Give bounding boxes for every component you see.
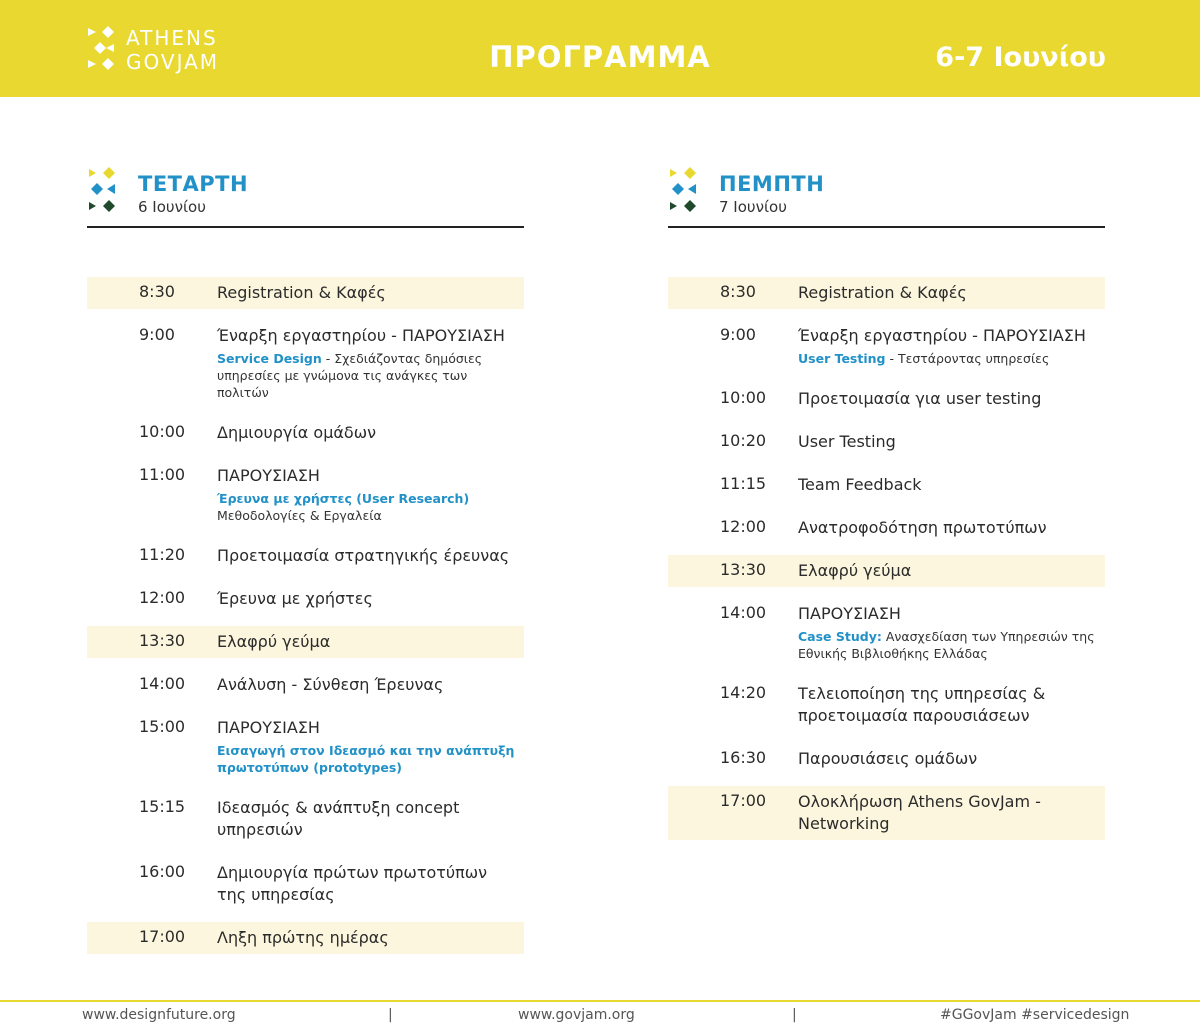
schedule-row: [668, 598, 1105, 667]
schedule-topic-detail: Μεθοδολογίες & Εργαλεία: [217, 508, 382, 523]
schedule-time: 15:00: [139, 717, 186, 736]
schedule-activity: Registration & Καφές: [217, 283, 386, 302]
schedule-row: [668, 678, 1105, 732]
schedule-activity: User Testing: [798, 432, 896, 451]
schedule-time: 10:20: [720, 431, 767, 450]
schedule-activity: Ελαφρύ γεύμα: [798, 561, 912, 580]
schedule-body: [798, 517, 1098, 539]
schedule-body: [798, 560, 1098, 582]
schedule-row: [668, 277, 1105, 309]
schedule-activity: Ιδεασμός & ανάπτυξη concept υπηρεσιών: [217, 798, 460, 839]
schedule-row: [87, 669, 524, 701]
footer-separator: |: [792, 1007, 797, 1023]
schedule-activity: Προετοιμασία για user testing: [798, 389, 1042, 408]
logo-line-1: ATHENS: [126, 26, 218, 50]
schedule-body: [217, 588, 517, 610]
footer: [0, 1005, 1200, 1027]
schedule-topic-detail: Ανασχεδίαση των Υπηρεσιών της Εθνικής Βιβλιοθήκης Ελλάδας: [798, 629, 1095, 661]
schedule-body: [217, 422, 517, 444]
schedule-activity: Ελαφρύ γεύμα: [217, 632, 331, 651]
day-name: ΠΕΜΠΤΗ: [719, 172, 825, 196]
day-header: [87, 160, 524, 228]
day-header: [668, 160, 1105, 228]
schedule-activity: Έναρξη εργαστηρίου - ΠΑΡΟΥΣΙΑΣΗ: [217, 326, 505, 345]
schedule-time: 11:20: [139, 545, 186, 564]
footer-divider: [0, 1000, 1200, 1002]
schedule-body: [798, 282, 1098, 304]
schedule-body: [217, 717, 517, 776]
footer-link-govjam[interactable]: www.govjam.org: [518, 1007, 635, 1023]
schedule-body: [217, 282, 517, 304]
schedule-activity: Ανάλυση - Σύνθεση Έρευνας: [217, 675, 444, 694]
schedule-body: [217, 927, 517, 949]
schedule-activity: ΠΑΡΟΥΣΙΑΣΗ: [217, 466, 320, 485]
schedule-topic-detail: - Τεστάροντας υπηρεσίες: [885, 351, 1050, 366]
schedule-body: [217, 862, 517, 906]
schedule-row: [668, 743, 1105, 775]
day-diamond-marks: [87, 167, 119, 215]
schedule-row: [87, 792, 524, 846]
schedule-activity: ΠΑΡΟΥΣΙΑΣΗ: [798, 604, 901, 623]
schedule-activity: Προετοιμασία στρατηγικής έρευνας: [217, 546, 510, 565]
schedule-time: 16:30: [720, 748, 767, 767]
schedule-activity: Δημιουργία ομάδων: [217, 423, 377, 442]
schedule-body: [798, 603, 1098, 662]
schedule-body: [798, 431, 1098, 453]
schedule-activity: Registration & Καφές: [798, 283, 967, 302]
schedule-subtitle: [798, 350, 1098, 367]
schedule-row: [87, 712, 524, 781]
schedule-body: [798, 748, 1098, 770]
schedule-activity: Παρουσιάσεις ομάδων: [798, 749, 978, 768]
schedule-row: [87, 922, 524, 954]
schedule-time: 8:30: [720, 282, 756, 301]
schedule-subtitle: [798, 628, 1098, 662]
schedule-time: 15:15: [139, 797, 186, 816]
schedule-row: [668, 786, 1105, 840]
schedule-time: 8:30: [139, 282, 175, 301]
schedule-time: 14:20: [720, 683, 767, 702]
schedule-body: [217, 797, 517, 841]
schedule-body: [798, 388, 1098, 410]
event-dates: 6-7 Ιουνίου: [935, 42, 1106, 73]
schedule-activity: Ανατροφοδότηση πρωτοτύπων: [798, 518, 1047, 537]
page-title: ΠΡΟΓΡΑΜΜΑ: [489, 40, 711, 74]
footer-hashtags: #GGovJam #servicedesign: [940, 1007, 1130, 1023]
logo-line-2: GOVJAM: [126, 50, 220, 74]
header-bar: [0, 0, 1200, 97]
schedule-list: [87, 277, 524, 954]
schedule-time: 14:00: [720, 603, 767, 622]
schedule-row: [87, 626, 524, 658]
day-diamond-marks: [668, 167, 700, 215]
schedule-row: [668, 512, 1105, 544]
schedule-topic: Έρευνα με χρήστες (User Research): [217, 491, 470, 506]
schedule-time: 9:00: [139, 325, 175, 344]
schedule-row: [668, 426, 1105, 458]
schedule-time: 11:00: [139, 465, 186, 484]
schedule-time: 9:00: [720, 325, 756, 344]
day-date: 6 Ιουνίου: [138, 198, 206, 216]
schedule-row: [87, 460, 524, 529]
schedule-row: [87, 417, 524, 449]
schedule-topic: Case Study:: [798, 629, 882, 644]
day-column-wednesday: [87, 160, 524, 965]
schedule-topic: Εισαγωγή στον Ιδεασμό και την ανάπτυξη πρωτοτύπων (prototypes): [217, 743, 515, 775]
schedule-body: [217, 545, 517, 567]
schedule-activity: Τελειοποίηση της υπηρεσίας & προετοιμασία παρουσιάσεων: [798, 684, 1046, 725]
schedule-activity: Δημιουργία πρώτων πρωτοτύπων της υπηρεσίας: [217, 863, 488, 904]
day-name: ΤΕΤΑΡΤΗ: [138, 172, 249, 196]
schedule-activity: Team Feedback: [798, 475, 922, 494]
schedule-body: [217, 674, 517, 696]
schedule-body: [798, 683, 1098, 727]
schedule-activity: Έρευνα με χρήστες: [217, 589, 373, 608]
schedule-body: [798, 474, 1098, 496]
schedule-time: 14:00: [139, 674, 186, 693]
schedule-topic: Service Design: [217, 351, 322, 366]
schedule-time: 12:00: [139, 588, 186, 607]
day-column-thursday: [668, 160, 1105, 851]
schedule-row: [668, 469, 1105, 501]
schedule-activity: Ολοκλήρωση Athens GovJam - Networking: [798, 792, 1041, 833]
schedule-row: [87, 540, 524, 572]
schedule-time: 13:30: [139, 631, 186, 650]
schedule-row: [87, 277, 524, 309]
day-date: 7 Ιουνίου: [719, 198, 787, 216]
schedule-topic-detail: - Σχεδιάζοντας δημόσιες υπηρεσίες με γνώμονα τις ανάγκες των πολιτών: [217, 351, 483, 400]
schedule-activity: Ληξη πρώτης ημέρας: [217, 928, 389, 947]
schedule-row: [668, 555, 1105, 587]
schedule-body: [217, 325, 517, 401]
schedule-row: [87, 320, 524, 406]
schedule-body: [217, 465, 517, 524]
schedule-row: [87, 583, 524, 615]
schedule-time: 16:00: [139, 862, 186, 881]
schedule-subtitle: [217, 490, 517, 524]
schedule-row: [668, 383, 1105, 415]
schedule-list: [668, 277, 1105, 840]
footer-link-designfuture[interactable]: www.designfuture.org: [82, 1007, 236, 1023]
schedule-time: 17:00: [139, 927, 186, 946]
schedule-body: [798, 325, 1098, 367]
schedule-body: [798, 791, 1098, 835]
schedule-time: 17:00: [720, 791, 767, 810]
schedule-row: [87, 857, 524, 911]
footer-separator: |: [388, 1007, 393, 1023]
schedule-body: [217, 631, 517, 653]
schedule-time: 10:00: [720, 388, 767, 407]
schedule-subtitle: [217, 350, 517, 401]
schedule-activity: ΠΑΡΟΥΣΙΑΣΗ: [217, 718, 320, 737]
schedule-time: 10:00: [139, 422, 186, 441]
schedule-time: 11:15: [720, 474, 767, 493]
schedule-row: [668, 320, 1105, 372]
schedule-activity: Έναρξη εργαστηρίου - ΠΑΡΟΥΣΙΑΣΗ: [798, 326, 1086, 345]
schedule-time: 12:00: [720, 517, 767, 536]
schedule-time: 13:30: [720, 560, 767, 579]
schedule-subtitle: [217, 742, 517, 776]
schedule-topic: User Testing: [798, 351, 886, 366]
